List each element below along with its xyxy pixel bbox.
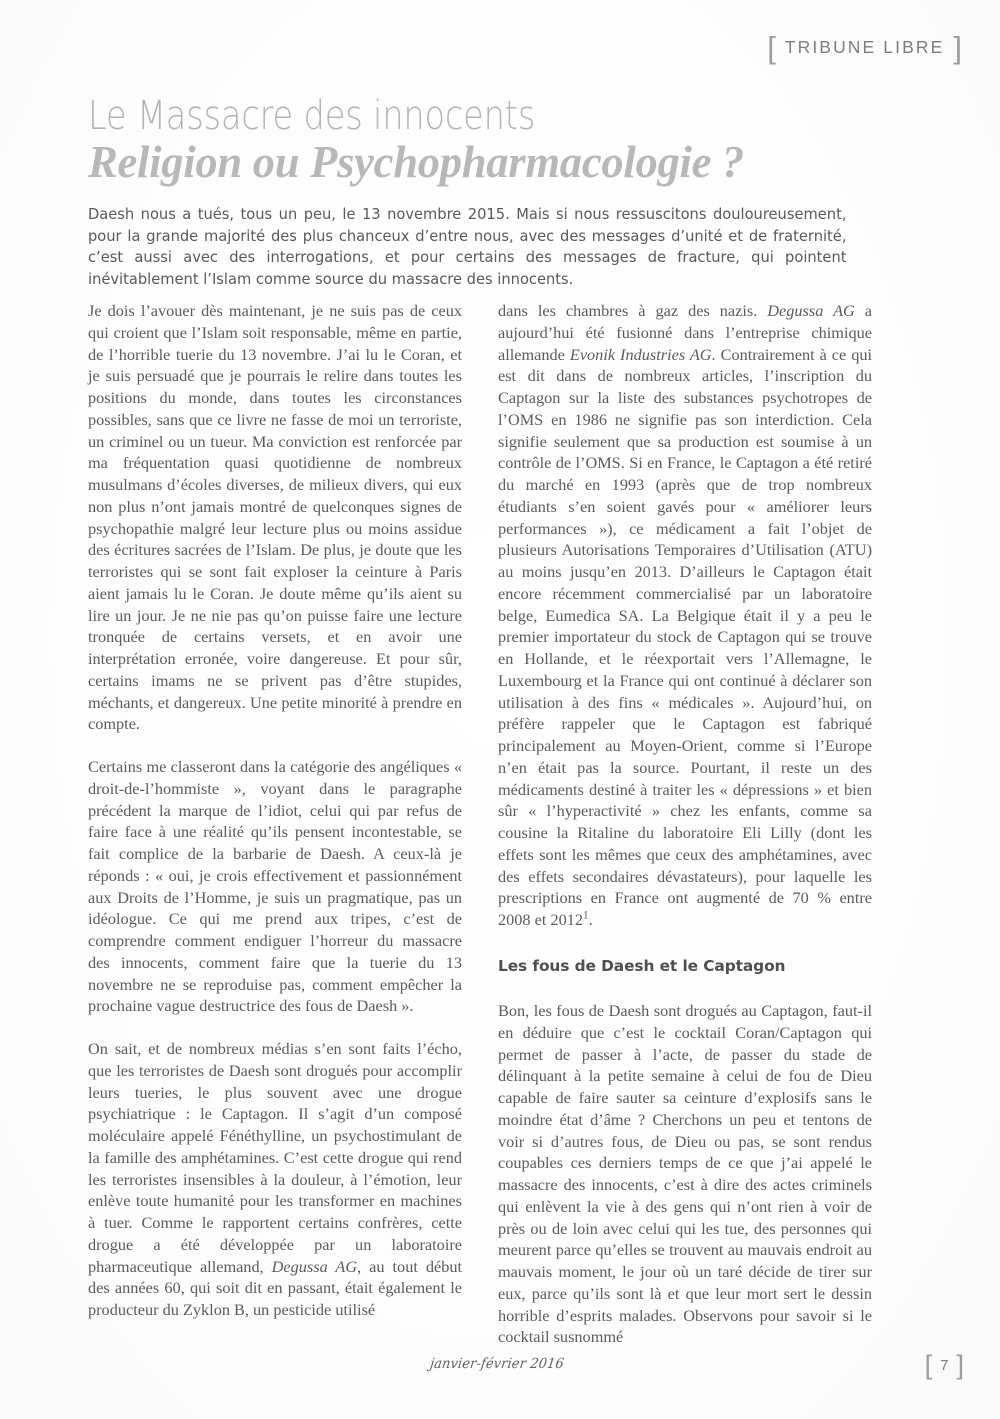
article-body bbox=[88, 300, 873, 1347]
company-name-emphasis: Degussa AG bbox=[271, 1256, 358, 1276]
page-footer bbox=[0, 1350, 1000, 1402]
paragraph-text-run: dans les chambres à gaz des nazis. bbox=[498, 301, 768, 320]
paragraph: Certains me classeront dans la catégorie des angéliques « droit-de-l’hommiste », voyant dans le paragraphe précédent la marque de l’idiot, celui qui par refus de faire face à une réalité qu’ils pensent incontestable, se fait complice de la barbarie de Daesh. A ceux-là je réponds : « oui, je crois effectivement et passionnément aux Droits de l’Homme, je suis un pragmatique, pas un idéologue. Ce qui me prend aux tripes, c’est de comprendre comment endiguer l’horreur du massacre des innocents, comment faire que la tuerie du 13 novembre ne se reproduise pas, comment empêcher la prochaine vague destructrice des fous de Daesh ». bbox=[88, 757, 462, 1016]
page-folio bbox=[925, 1352, 964, 1379]
page-title-line-1: Le Massacre des innocents bbox=[88, 93, 536, 139]
footnote-marker: 1 bbox=[583, 909, 589, 922]
paragraph: Je dois l’avouer dès maintenant, je ne suis pas de ceux qui croient que l’Islam soit responsable, même en partie, de l’horrible tuerie du 13 novembre. J’ai lu le Coran, et je suis persuadé que je pourrais le relire dans toutes les positions du monde, dans toutes les circonstances possibles, sans que ce livre ne fasse de moi un terroriste, un criminel ou un tueur. Ma conviction est renforcée par ma fréquentation quasi quotidienne de nombreux musulmans d’écoles diverses, de milieux divers, qui eux non plus n’ont jamais montré de quelconques signes de psychopathie malgré leur lecture plus ou moins assidue des écritures sacrées de l’Islam. De plus, je doute que les terroristes qui se sont fait exploser la ceinture à Paris aient jamais lu le Coran. Je doute même qu’ils aient su lire un jour. Je ne nie pas qu’on puisse faire une lecture tronquée de certains versets, et en avoir une interprétation erronée, voire dangereuse. Et pour sûr, certains imams ne se privent pas d’être stupides, méchants, et dangereux. Une petite minorité à prendre en compte. bbox=[88, 301, 462, 734]
paragraph-text-run: a aujourd’hui été fusionné dans l’entreprise chimique allemande bbox=[498, 301, 872, 364]
bracket-right-icon: ] bbox=[956, 1350, 964, 1380]
article-title-block bbox=[88, 93, 928, 187]
paragraph-text-run: . bbox=[588, 910, 593, 929]
paragraph-text-run: , au tout début des années 60, qui soit dit en passant, était également le producteur du Zyklon B, un pesticide utilisé bbox=[88, 1256, 462, 1319]
company-name-emphasis: Degussa AG bbox=[767, 301, 855, 320]
paragraph bbox=[498, 300, 872, 931]
column-right bbox=[498, 300, 873, 1347]
page-number: 7 bbox=[940, 1357, 949, 1374]
bracket-right-icon: ] bbox=[953, 30, 962, 65]
paragraph-text-run: On sait, et de nombreux médias s’en sont faits l’écho, que les terroristes de Daesh sont drogués pour accomplir leurs tueries, le plus souvent avec une drogue psychiatrique : le Captagon. Il s’agit d’un composé moléculaire appelé Fénéthylline, un psychostimulant de la famille des amphétamines. C’est cette drogue qui rend les terroristes insensibles à la douleur, à l’émotion, leur enlève toute humanité pour les transformer en machines à tuer. Comme le rapportent certains confrères, cette drogue a été développée par un laboratoire pharmaceutique allemand, bbox=[88, 1039, 462, 1276]
bracket-left-icon: [ bbox=[767, 30, 776, 65]
company-name-emphasis: Evonik Industries AG bbox=[569, 344, 712, 364]
section-kicker-label: TRIBUNE LIBRE bbox=[784, 37, 945, 57]
paragraph bbox=[88, 1038, 462, 1321]
paragraph-text-run: . Contrairement à ce qui est dit dans de nombreux articles, l’inscription du Captagon sur la liste des substances psychotropes de l’OMS en 1986 ne signifie pas son interdiction. Cela signifie seulement que sa production est soumise à un contrôle de l’OMS. Si en France, le Captagon a été retiré du marché en 1993 (après que de trop nombreux étudiants s’en soient gavés pour « améliorer leurs performances »), ce médicament a fait l’objet de plusieurs Autorisations Temporaires d’Utilisation (ATU) au moins jusqu’en 2013. D’ailleurs le Captagon était encore récemment commercialisé par un laboratoire belge, Eumedica SA. La Belgique était il y a peu le premier importateur du stock de Captagon qui se trouve en Hollande, et le réexportait vers l’Allemagne, le Luxembourg et la France qui ont continué à déclarer son utilisation à des fins « médicales ». Aujourd’hui, on préfère rappeler que le Captagon est fabriqué principalement au Moyen-Orient, comme si l’Europe n’en était pas la source. Pourtant, il reste un des médicaments destiné à traiter les « dépressions » et bien sûr « l’hyperactivité » chez les enfants, comme sa cousine la Ritaline du laboratoire Eli Lilly (dont les effets sont les mêmes que ceux des amphétamines, avec des effets secondaires dévastateurs), pour laquelle les prescriptions en France ont augmenté de 70 % entre 2008 et 2012 bbox=[498, 344, 873, 929]
section-subheading: Les fous de Daesh et le Captagon bbox=[498, 956, 786, 975]
column-left bbox=[88, 300, 462, 1340]
section-kicker bbox=[767, 32, 962, 63]
paragraph: Bon, les fous de Daesh sont drogués au Captagon, faut-il en déduire que c’est le cocktail Coran/Captagon qui permet de passer à l’acte, de passer du stade de délinquant à la petite semaine à celui de fou de Dieu capable de faire sauter sa ceinture d’explosifs sans le moindre état d’âme ? Cherchons un peu et tentons de voir si d’autres fous, de Dieu ou pas, se sont rendus coupables ces derniers temps de ce que j’ai appelé le massacre des innocents, c’est à dire des actes criminels qui enlèvent la vie à des gens qui n’ont rien à voir de près ou de loin avec celui qui les tue, des personnes qui meurent parce qu’elles se trouvent au mauvais endroit au mauvais moment, le jour où un taré décide de tirer sur eux, parce qu’ils sont là et que leur mort sert le dessin horrible d’esprits malades. Observons pour savoir si le cocktail susnommé bbox=[498, 1001, 872, 1347]
article-standfirst: Daesh nous a tués, tous un peu, le 13 novembre 2015. Mais si nous ressuscitons douloureusement, pour la grande majorité des plus chanceux d’entre nous, avec des messages d’unité et de fraternité, c’est aussi avec des interrogations, et pour certains des messages de fracture, qui pointent inévitablement l’Islam comme source du massacre des innocents. bbox=[88, 205, 847, 288]
bracket-left-icon: [ bbox=[924, 1350, 933, 1380]
page-title-line-2: Religion ou Psychopharmacologie ? bbox=[88, 136, 745, 187]
issue-date: janvier-février 2016 bbox=[428, 1356, 565, 1372]
